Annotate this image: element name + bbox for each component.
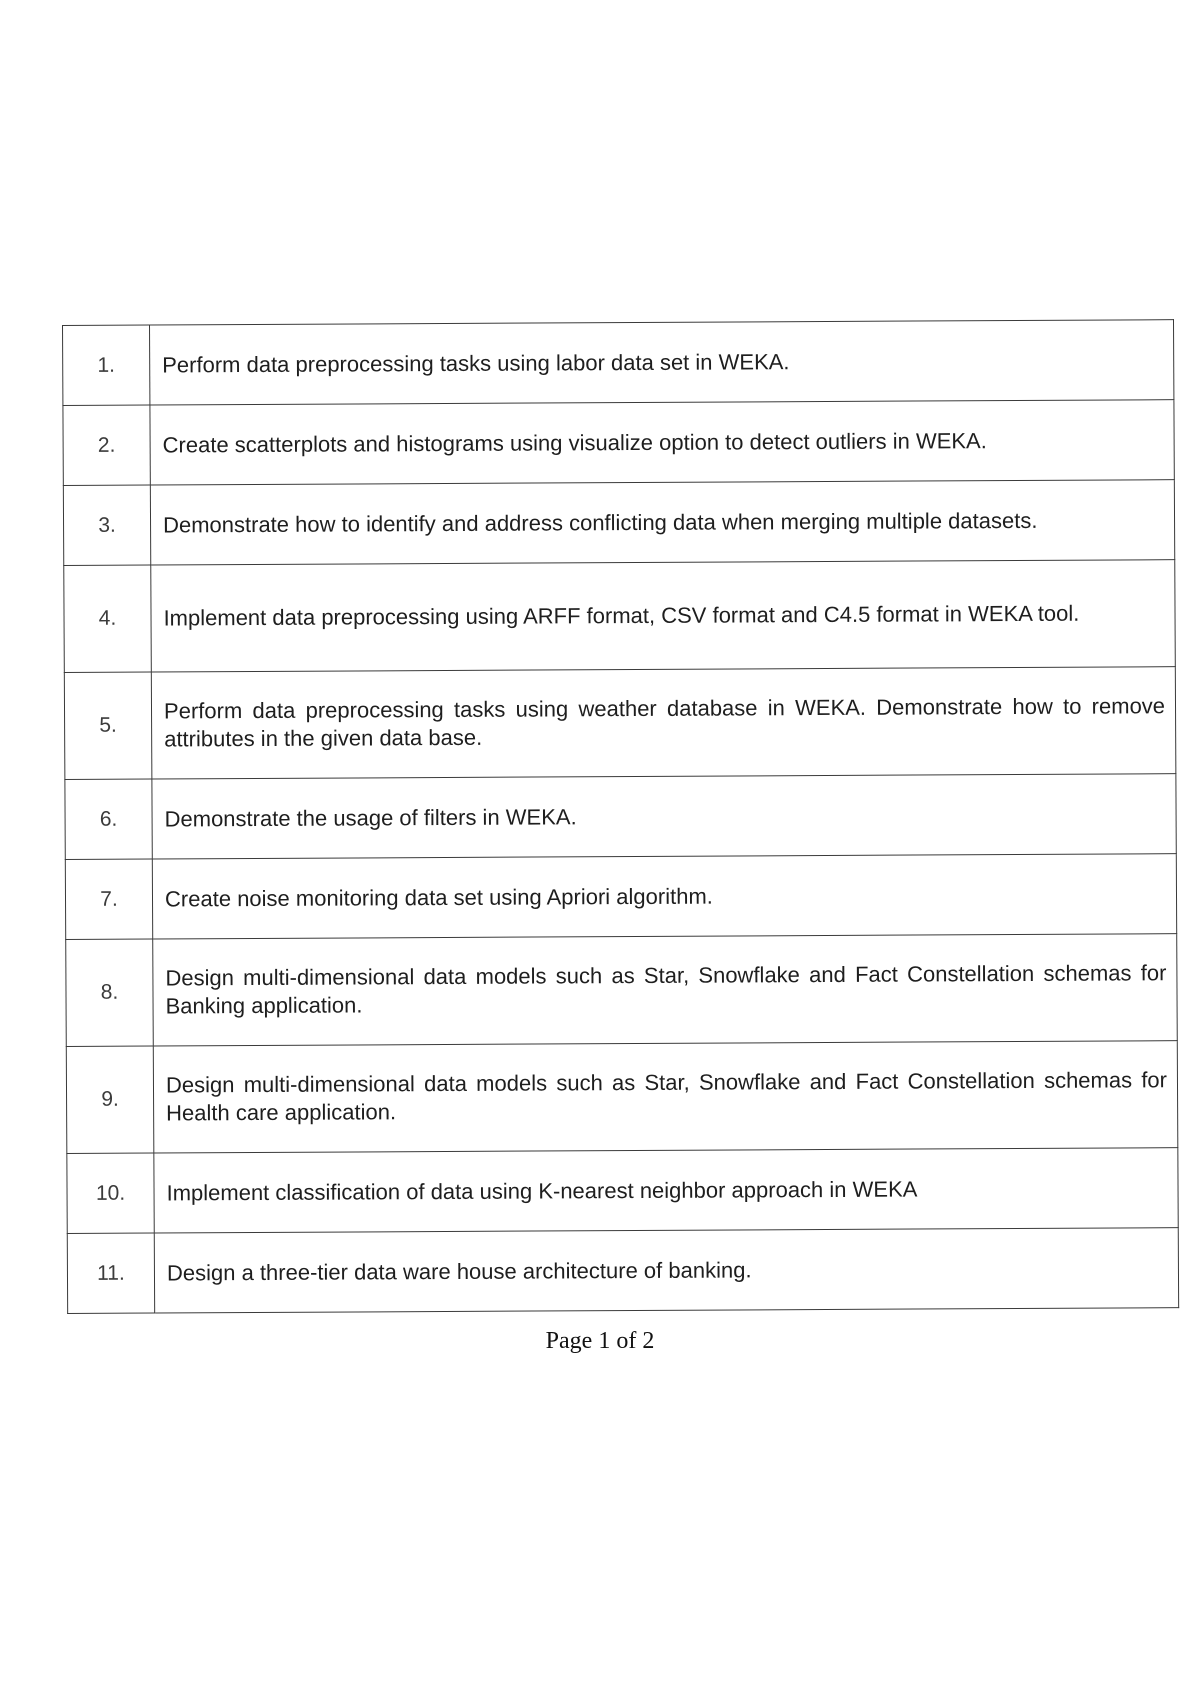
task-list-table (62, 319, 1179, 1314)
table-row (67, 1148, 1178, 1234)
task-description: Demonstrate the usage of filters in WEKA. (152, 774, 1176, 859)
table-row (63, 480, 1174, 566)
table-row (65, 774, 1176, 860)
task-number: 10. (67, 1153, 154, 1233)
task-number: 3. (63, 485, 150, 565)
table-row (67, 1228, 1178, 1314)
task-number: 11. (67, 1233, 154, 1313)
task-number: 1. (63, 325, 150, 405)
task-number: 8. (66, 939, 154, 1046)
task-description: Perform data preprocessing tasks using labor data set in WEKA. (150, 320, 1174, 405)
task-number: 9. (66, 1046, 154, 1153)
task-description: Implement data preprocessing using ARFF format, CSV format and C4.5 format in WEKA tool. (151, 560, 1176, 672)
task-description: Design multi-dimensional data models such as Star, Snowflake and Fact Constellation schemas for Banking application. (153, 934, 1178, 1046)
table-row (65, 854, 1176, 940)
task-number: 4. (64, 565, 152, 672)
task-number: 2. (63, 405, 150, 485)
table-row (64, 560, 1176, 673)
task-number: 7. (65, 859, 152, 939)
table-row (66, 934, 1178, 1047)
task-number: 6. (65, 779, 152, 859)
table-row (64, 667, 1176, 780)
task-description: Demonstrate how to identify and address conflicting data when merging multiple datasets. (150, 480, 1174, 565)
table-row (63, 400, 1174, 486)
table-row (63, 320, 1174, 406)
task-description: Design a three-tier data ware house architecture of banking. (154, 1228, 1178, 1313)
task-description: Create noise monitoring data set using Apriori algorithm. (152, 854, 1176, 939)
task-description: Implement classification of data using K-nearest neighbor approach in WEKA (154, 1148, 1178, 1233)
task-description: Design multi-dimensional data models such as Star, Snowflake and Fact Constellation schemas for Health care application. (153, 1041, 1178, 1153)
page-number: Page 1 of 2 (545, 1328, 655, 1354)
task-description: Perform data preprocessing tasks using weather database in WEKA. Demonstrate how to remove attributes in the given data base. (151, 667, 1176, 779)
task-number: 5. (64, 672, 152, 779)
table-row (66, 1041, 1178, 1154)
task-description: Create scatterplots and histograms using visualize option to detect outliers in WEKA. (150, 400, 1174, 485)
